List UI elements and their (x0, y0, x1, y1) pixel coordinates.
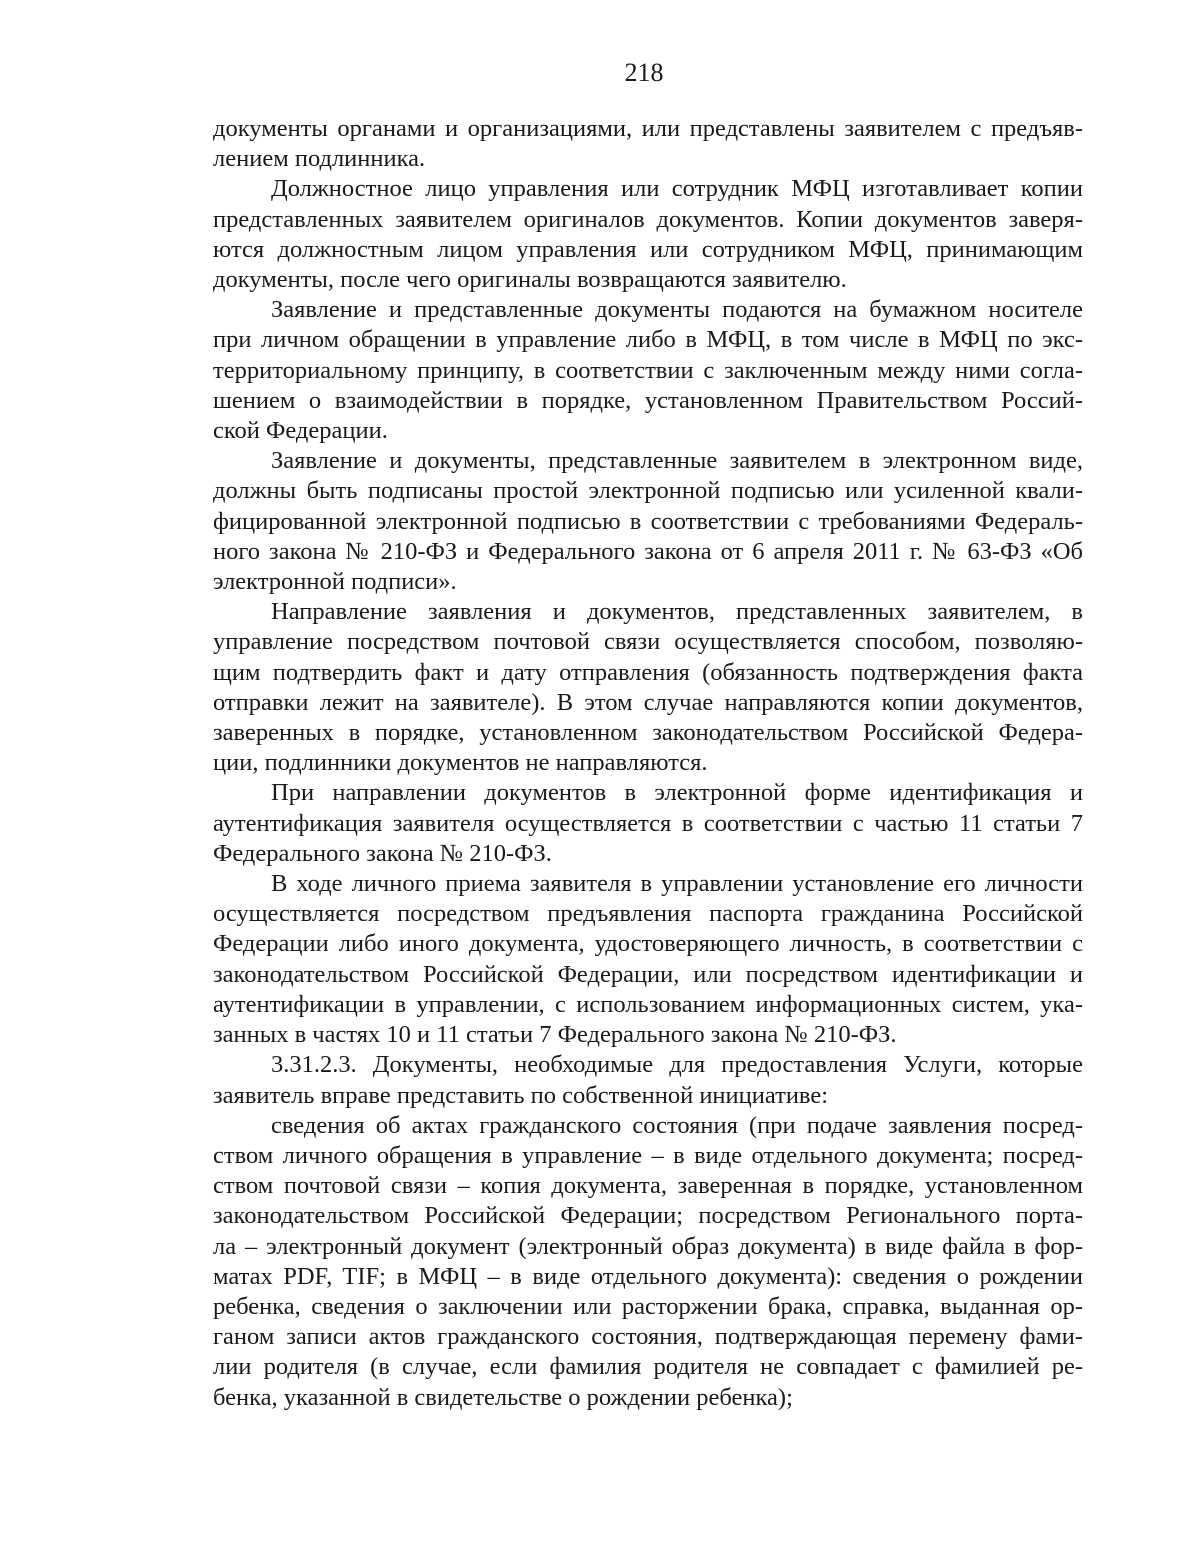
text-line: лением подлинника. (213, 145, 426, 173)
text-line: законодательством Российской Федерации, или посредством идентификации и (213, 960, 1083, 988)
text-line: документы, после чего оригиналы возвращаются заявителю. (213, 266, 847, 294)
text-line: отправки лежит на заявителе). В этом случае направляются копии документов, (213, 688, 1083, 716)
text-line: документы органами и организациями, или представлены заявителем с предъяв- (213, 115, 1083, 142)
text-line: щим подтвердить факт и дату отправления (обязанность подтверждения факта (213, 658, 1083, 686)
text-line: сведения об актах гражданского состояния (при подаче заявления посред- (271, 1111, 1083, 1139)
text-line: ла – электронный документ (электронный образ документа) в виде файла в фор- (213, 1232, 1083, 1260)
text-line: Заявление и документы, представленные заявителем в электронном виде, (271, 447, 1083, 475)
text-line: лии родителя (в случае, если фамилия родителя не совпадает с фамилией ре- (213, 1353, 1083, 1381)
text-line: аутентификации в управлении, с использованием информационных систем, ука- (213, 990, 1083, 1018)
text-line: территориальному принципу, в соответствии с заключенным между ними согла- (213, 356, 1083, 384)
text-line: Федерального закона № 210-ФЗ. (213, 839, 552, 867)
text-line: ребенка, сведения о заключении или расторжении брака, справка, выданная ор- (213, 1292, 1083, 1320)
text-line: ством личного обращения в управление – в виде отдельного документа; посред- (213, 1141, 1083, 1169)
text-line: 3.31.2.3. Документы, необходимые для предоставления Услуги, которые (271, 1051, 1083, 1079)
paragraph (213, 114, 1083, 174)
text-line: матах PDF, TIF; в МФЦ – в виде отдельного документа): сведения о рождении (213, 1262, 1083, 1290)
text-line: управление посредством почтовой связи осуществляется способом, позволяю- (213, 628, 1083, 656)
text-line: должны быть подписаны простой электронной подписью или усиленной квали- (213, 477, 1083, 505)
paragraph (213, 446, 1083, 597)
text-line: шением о взаимодействии в порядке, установленном Правительством Россий- (213, 386, 1083, 414)
page-number: 218 (624, 58, 664, 87)
text-line: ются должностным лицом управления или сотрудником МФЦ, принимающим (213, 235, 1083, 263)
text-line: законодательством Российской Федерации; посредством Регионального порта- (213, 1202, 1083, 1230)
paragraph (213, 778, 1083, 869)
text-line: ством почтовой связи – копия документа, заверенная в порядке, установленном (213, 1172, 1083, 1200)
text-line: представленных заявителем оригиналов документов. Копии документов заверя- (213, 205, 1083, 233)
text-line: Направление заявления и документов, представленных заявителем, в (271, 598, 1083, 626)
text-line: ской Федерации. (213, 417, 388, 445)
paragraph (213, 174, 1083, 295)
text-line: бенка, указанной в свидетельстве о рождении ребенка); (213, 1383, 793, 1411)
text-line: Должностное лицо управления или сотрудник МФЦ изготавливает копии (271, 175, 1083, 203)
text-line: ганом записи актов гражданского состояния, подтверждающая перемену фами- (213, 1323, 1083, 1351)
text-line: аутентификация заявителя осуществляется в соответствии с частью 11 статьи 7 (213, 809, 1083, 837)
text-line: ного закона № 210-ФЗ и Федерального закона от 6 апреля 2011 г. № 63-ФЗ «Об (213, 537, 1083, 565)
text-line: осуществляется посредством предъявления паспорта гражданина Российской (213, 900, 1083, 928)
paragraph (213, 869, 1083, 1050)
text-line: В ходе личного приема заявителя в управлении установление его личности (271, 870, 1083, 898)
paragraph (213, 597, 1083, 778)
text-line: Заявление и представленные документы подаются на бумажном носителе (271, 296, 1083, 324)
text-line: занных в частях 10 и 11 статьи 7 Федерального закона № 210-ФЗ. (213, 1021, 897, 1049)
text-line: Федерации либо иного документа, удостоверяющего личность, в соответствии с (213, 930, 1083, 958)
paragraph (213, 295, 1083, 446)
text-line: При направлении документов в электронной форме идентификация и (271, 779, 1083, 807)
text-line: фицированной электронной подписью в соответствии с требованиями Федераль- (213, 507, 1083, 535)
document-body (213, 114, 1083, 1413)
paragraph (213, 1050, 1083, 1110)
paragraph (213, 1111, 1083, 1413)
text-line: заявитель вправе представить по собственной инициативе: (213, 1081, 829, 1109)
text-line: ции, подлинники документов не направляются. (213, 749, 708, 777)
text-line: электронной подписи». (213, 568, 457, 596)
text-line: заверенных в порядке, установленном законодательством Российской Федера- (213, 719, 1083, 747)
text-line: при личном обращении в управление либо в МФЦ, в том числе в МФЦ по экс- (213, 326, 1083, 354)
